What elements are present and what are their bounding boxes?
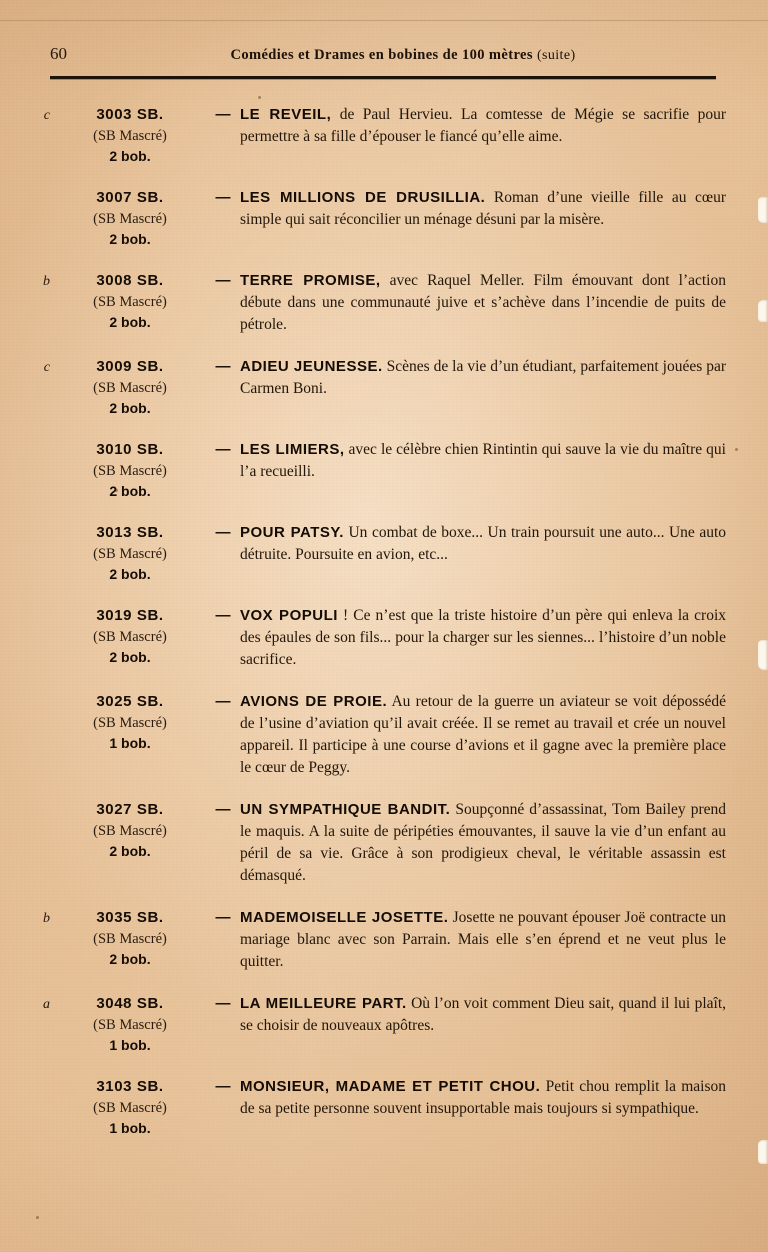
entry-maker: (SB Mascré) xyxy=(93,1017,167,1033)
running-title-suffix: (suite) xyxy=(536,48,576,63)
entry-reference-block xyxy=(54,356,206,419)
running-title xyxy=(90,47,716,64)
entry-reference-block xyxy=(54,439,206,502)
entry-catalogue-number: 3013 SB. xyxy=(96,524,164,541)
entry-synopsis: avec le célèbre chien Rintintin qui sauve la vie du maître qui l’a recueilli. xyxy=(240,441,726,480)
entry-maker: (SB Mascré) xyxy=(93,546,167,562)
entry-margin-letter: b xyxy=(43,911,50,926)
entry-reel-count: 2 bob. xyxy=(109,951,151,967)
entry-dash: — xyxy=(215,995,231,1012)
entry-film-title: UN SYMPATHIQUE BANDIT. xyxy=(240,801,451,818)
entry-synopsis: de Paul Hervieu. La comtesse de Mégie se sacrifie pour permettre à sa fille d’épouser le fiancé qu’elle aime. xyxy=(240,106,726,145)
entry-description xyxy=(240,993,740,1056)
entry-synopsis: Soupçonné d’assassinat, Tom Bailey prend le maquis. A la suite de péripéties émouvantes, il sauve la vie d’un enfant au péril de sa vie. Grâce à son prodigieux cheval, le véritable assassin est démasqué. xyxy=(240,801,726,884)
entry-margin-letter xyxy=(28,691,54,779)
entry-film-title: AVIONS DE PROIE. xyxy=(240,693,388,710)
entry-catalogue-number: 3009 SB. xyxy=(96,358,164,375)
entry-reel-count: 1 bob. xyxy=(109,1037,151,1053)
entry-reel-count: 2 bob. xyxy=(109,566,151,582)
entry-reference-block xyxy=(54,187,206,250)
entry-synopsis: Scènes de la vie d’un étudiant, parfaitement jouées par Carmen Boni. xyxy=(240,358,726,397)
entry-description xyxy=(240,605,740,671)
entry-synopsis: Où l’on voit comment Dieu sait, quand il lui plaît, se choisir de nouveaux apôtres. xyxy=(240,995,727,1034)
entry-dash: — xyxy=(215,693,231,710)
entry-reference-block xyxy=(54,1076,206,1139)
entry-reel-count: 2 bob. xyxy=(109,843,151,859)
entry-catalogue-number: 3103 SB. xyxy=(96,1078,164,1095)
entry-reference-block xyxy=(54,104,206,167)
entry-dash: — xyxy=(215,441,231,458)
entry-reel-count: 1 bob. xyxy=(109,1120,151,1136)
entry-reel-count: 2 bob. xyxy=(109,649,151,665)
entry-description xyxy=(240,1076,740,1139)
entry-catalogue-number: 3008 SB. xyxy=(96,272,164,289)
page-header xyxy=(50,44,716,68)
entry-reel-count: 2 bob. xyxy=(109,483,151,499)
entry-maker: (SB Mascré) xyxy=(93,211,167,227)
entry-margin-letter: c xyxy=(43,108,50,123)
catalogue-entry xyxy=(28,104,740,167)
entry-reference-block xyxy=(54,270,206,336)
entry-catalogue-number: 3019 SB. xyxy=(96,607,164,624)
entry-film-title: VOX POPULI xyxy=(240,607,338,624)
entry-maker: (SB Mascré) xyxy=(93,715,167,731)
catalogue-entry xyxy=(28,907,740,973)
entry-film-title: MADEMOISELLE JOSETTE. xyxy=(240,909,449,926)
entry-catalogue-number: 3035 SB. xyxy=(96,909,164,926)
entry-maker: (SB Mascré) xyxy=(93,294,167,310)
entry-maker: (SB Mascré) xyxy=(93,629,167,645)
entry-catalogue-number: 3007 SB. xyxy=(96,189,164,206)
entry-catalogue-number: 3003 SB. xyxy=(96,106,164,123)
entry-dash: — xyxy=(215,801,231,818)
entry-film-title: LE REVEIL, xyxy=(240,106,332,123)
entry-reference-block xyxy=(54,993,206,1056)
page-number: 60 xyxy=(50,44,67,63)
entry-synopsis: Josette ne pouvant épouser Joë contracte un mariage blanc avec son Parrain. Mais elle s’en éprend et ne veut plus le quitter. xyxy=(240,909,726,970)
entry-margin-letter xyxy=(28,187,54,250)
entry-dash: — xyxy=(215,189,231,206)
entry-dash: — xyxy=(215,1078,231,1095)
entry-catalogue-number: 3010 SB. xyxy=(96,441,164,458)
entry-film-title: TERRE PROMISE, xyxy=(240,272,381,289)
entry-synopsis: avec Raquel Meller. Film émouvant dont l’action débute dans une communauté juive et s’achève dans l’incendie de puits de pétrole. xyxy=(240,272,726,333)
entry-description xyxy=(240,270,740,336)
entry-reference-block xyxy=(54,907,206,973)
entry-margin-letter: b xyxy=(43,274,50,289)
entry-description xyxy=(240,907,740,973)
entry-film-title: LA MEILLEURE PART. xyxy=(240,995,407,1012)
entry-description xyxy=(240,104,740,167)
entry-margin-letter xyxy=(28,439,54,502)
entry-reel-count: 2 bob. xyxy=(109,148,151,164)
entry-film-title: ADIEU JEUNESSE. xyxy=(240,358,383,375)
entry-reel-count: 2 bob. xyxy=(109,400,151,416)
header-rule xyxy=(50,76,716,79)
catalogue-entry xyxy=(28,187,740,250)
entry-margin-letter: a xyxy=(43,997,50,1012)
entry-description xyxy=(240,187,740,250)
entry-dash: — xyxy=(215,358,231,375)
running-title-text: Comédies et Drames en bobines de 100 mètres xyxy=(230,47,533,63)
catalogue-entry xyxy=(28,799,740,887)
entry-description xyxy=(240,799,740,887)
entry-synopsis: ! Ce n’est que la triste histoire d’un père qui enleva la croix des épaules de son fils... pour la charger sur les siennes... l’histoire d’un noble sacrifice. xyxy=(240,607,726,668)
entry-film-title: LES LIMIERS, xyxy=(240,441,345,458)
catalogue-entry xyxy=(28,1076,740,1139)
entry-dash: — xyxy=(215,272,231,289)
entry-reference-block xyxy=(54,691,206,779)
entry-reel-count: 2 bob. xyxy=(109,314,151,330)
entry-margin-letter xyxy=(28,799,54,887)
entry-reel-count: 2 bob. xyxy=(109,231,151,247)
entry-dash: — xyxy=(215,524,231,541)
entry-description xyxy=(240,691,740,779)
entry-maker: (SB Mascré) xyxy=(93,380,167,396)
entry-margin-letter xyxy=(28,522,54,585)
entry-reference-block xyxy=(54,605,206,671)
entry-maker: (SB Mascré) xyxy=(93,128,167,144)
entry-synopsis: Au retour de la guerre un aviateur se voit dépossédé de l’usine d’aviation qu’il avait créée. Il se remet au travail et crée un nouvel appareil. Il participe à une course d’avions et il gagne avec la première place le cœur de Peggy. xyxy=(240,693,727,776)
entry-maker: (SB Mascré) xyxy=(93,1100,167,1116)
entry-dash: — xyxy=(215,607,231,624)
entry-film-title: MONSIEUR, MADAME ET PETIT CHOU. xyxy=(240,1078,541,1095)
entry-film-title: POUR PATSY. xyxy=(240,524,344,541)
entry-margin-letter xyxy=(28,1076,54,1139)
entry-catalogue-number: 3027 SB. xyxy=(96,801,164,818)
entry-description xyxy=(240,439,740,502)
catalogue-entry xyxy=(28,993,740,1056)
entry-dash: — xyxy=(215,106,231,123)
entry-film-title: LES MILLIONS DE DRUSILLIA. xyxy=(240,189,486,206)
entry-reference-block xyxy=(54,522,206,585)
entry-maker: (SB Mascré) xyxy=(93,823,167,839)
catalogue-entry xyxy=(28,691,740,779)
catalogue-entry xyxy=(28,270,740,336)
entry-dash: — xyxy=(215,909,231,926)
catalogue-entry xyxy=(28,522,740,585)
entry-synopsis: Petit chou remplit la maison de sa petite personne souvent insupportable mais toujours si sympathique. xyxy=(240,1078,727,1117)
entry-maker: (SB Mascré) xyxy=(93,931,167,947)
entry-synopsis: Un combat de boxe... Un train poursuit une auto... Une auto détruite. Poursuite en avion, etc... xyxy=(240,524,727,563)
entry-synopsis: Roman d’une vieille fille au cœur simple qui sait réconcilier un ménage désuni par la misère. xyxy=(240,189,726,228)
entry-maker: (SB Mascré) xyxy=(93,463,167,479)
entry-description xyxy=(240,522,740,585)
entry-margin-letter: c xyxy=(43,360,50,375)
entry-catalogue-number: 3048 SB. xyxy=(96,995,164,1012)
catalogue-entry-list xyxy=(28,104,740,1159)
catalogue-entry xyxy=(28,356,740,419)
entry-reference-block xyxy=(54,799,206,887)
entry-margin-letter xyxy=(28,605,54,671)
catalogue-entry xyxy=(28,439,740,502)
entry-catalogue-number: 3025 SB. xyxy=(96,693,164,710)
entry-reel-count: 1 bob. xyxy=(109,735,151,751)
entry-description xyxy=(240,356,740,419)
catalogue-entry xyxy=(28,605,740,671)
